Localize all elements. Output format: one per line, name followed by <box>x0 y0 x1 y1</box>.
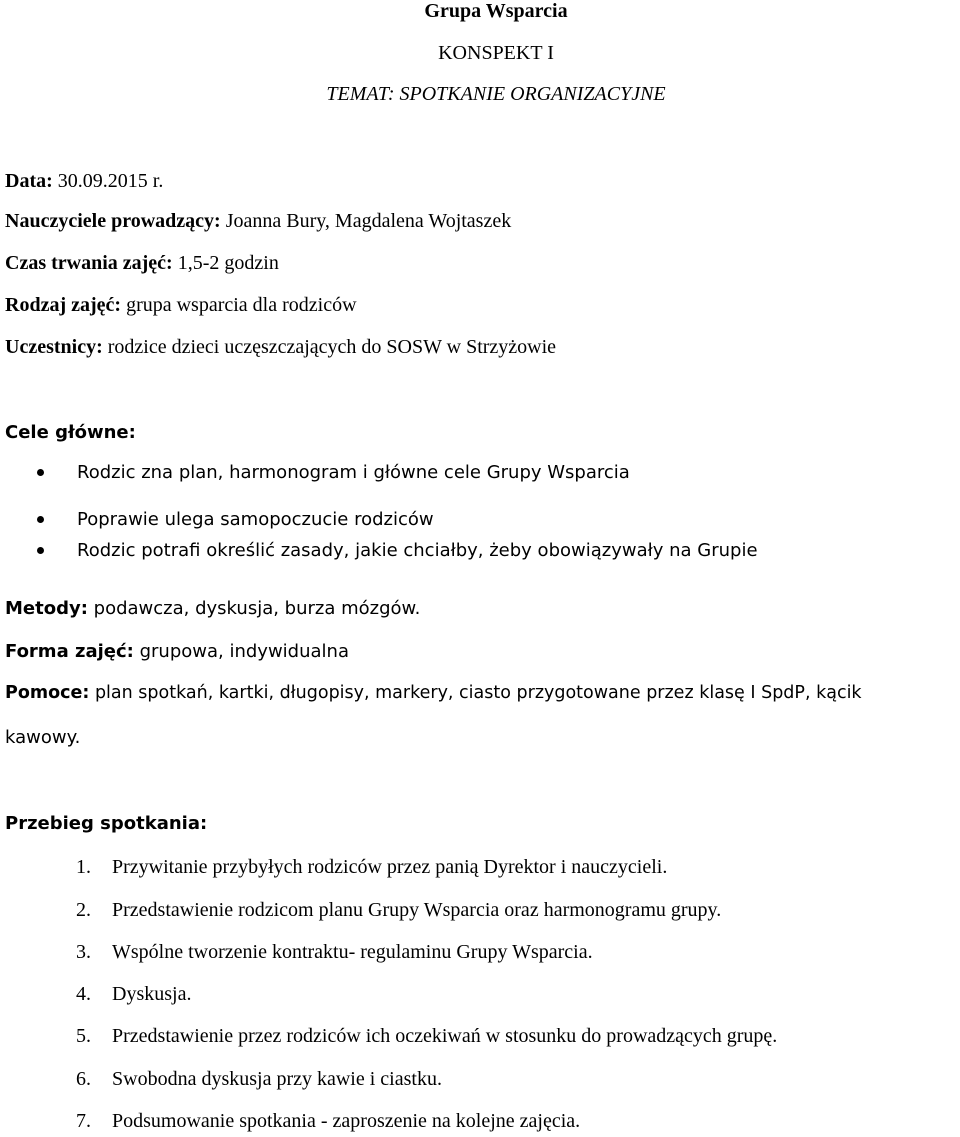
agenda-item: Wspólne tworzenie kontraktu- regulaminu Grupy Wsparcia. <box>112 941 593 963</box>
document-title: Grupa Wsparcia <box>424 0 568 22</box>
teachers-value: Joanna Bury, Magdalena Wojtaszek <box>225 210 512 232</box>
agenda-item-number: 3. <box>76 941 91 963</box>
aids-row <box>5 685 862 703</box>
methods-value: podawcza, dyskusja, burza mózgów. <box>93 598 421 619</box>
goals-heading-text: Cele główne: <box>5 422 136 443</box>
duration-value: 1,5-2 godzin <box>177 252 279 274</box>
participants-row <box>5 337 556 357</box>
type-row <box>5 295 357 315</box>
date-row <box>5 171 163 191</box>
agenda-item-number: 7. <box>76 1110 91 1132</box>
type-label: Rodzaj zajęć: <box>5 294 122 316</box>
duration-row <box>5 253 279 273</box>
bullet-icon <box>37 547 44 554</box>
aids-continuation: kawowy. <box>5 727 81 748</box>
date-value: 30.09.2015 r. <box>57 170 164 192</box>
goal-item: Rodzic potrafi określić zasady, jakie chciałby, żeby obowiązywały na Grupie <box>77 540 758 561</box>
participants-label: Uczestnicy: <box>5 336 103 358</box>
agenda-item: Dyskusja. <box>112 983 192 1005</box>
document-topic: TEMAT: SPOTKANIE ORGANIZACYJNE <box>326 83 666 105</box>
agenda-item-number: 4. <box>76 983 91 1005</box>
aids-value: plan spotkań, kartki, długopisy, markery, ciasto przygotowane przez klasę I SpdP, kącik <box>94 683 862 703</box>
form-row <box>5 643 349 661</box>
goal-item: Rodzic zna plan, harmonogram i główne cele Grupy Wsparcia <box>77 462 630 483</box>
agenda-item-number: 2. <box>76 899 91 921</box>
agenda-item: Przedstawienie przez rodziców ich oczekiwań w stosunku do prowadzących grupę. <box>112 1025 778 1047</box>
agenda-item: Swobodna dyskusja przy kawie i ciastku. <box>112 1068 442 1090</box>
duration-label: Czas trwania zajęć: <box>5 252 173 274</box>
goal-item: Poprawie ulega samopoczucie rodziców <box>77 509 434 530</box>
methods-label: Metody: <box>5 598 88 619</box>
teachers-row <box>5 211 511 231</box>
agenda-item: Przywitanie przybyłych rodziców przez panią Dyrektor i nauczycieli. <box>112 856 668 878</box>
agenda-item: Podsumowanie spotkania - zaproszenie na kolejne zajęcia. <box>112 1110 581 1132</box>
bullet-icon <box>37 469 44 476</box>
participants-value: rodzice dzieci uczęszczających do SOSW w Strzyżowie <box>107 336 557 358</box>
date-label: Data: <box>5 170 53 192</box>
agenda-heading-text: Przebieg spotkania: <box>5 813 208 834</box>
agenda-item-number: 1. <box>76 856 91 878</box>
agenda-item: Przedstawienie rodzicom planu Grupy Wsparcia oraz harmonogramu grupy. <box>112 899 722 921</box>
agenda-heading <box>5 815 207 833</box>
form-label: Forma zajęć: <box>5 641 134 662</box>
form-value: grupowa, indywidualna <box>139 641 349 662</box>
bullet-icon <box>37 516 44 523</box>
aids-label: Pomoce: <box>5 683 90 703</box>
agenda-item-number: 5. <box>76 1025 91 1047</box>
teachers-label: Nauczyciele prowadzący: <box>5 210 221 232</box>
goals-heading <box>5 424 136 442</box>
type-value: grupa wsparcia dla rodziców <box>126 294 357 316</box>
methods-row <box>5 600 420 618</box>
document-subtitle: KONSPEKT I <box>438 42 554 64</box>
agenda-item-number: 6. <box>76 1068 91 1090</box>
